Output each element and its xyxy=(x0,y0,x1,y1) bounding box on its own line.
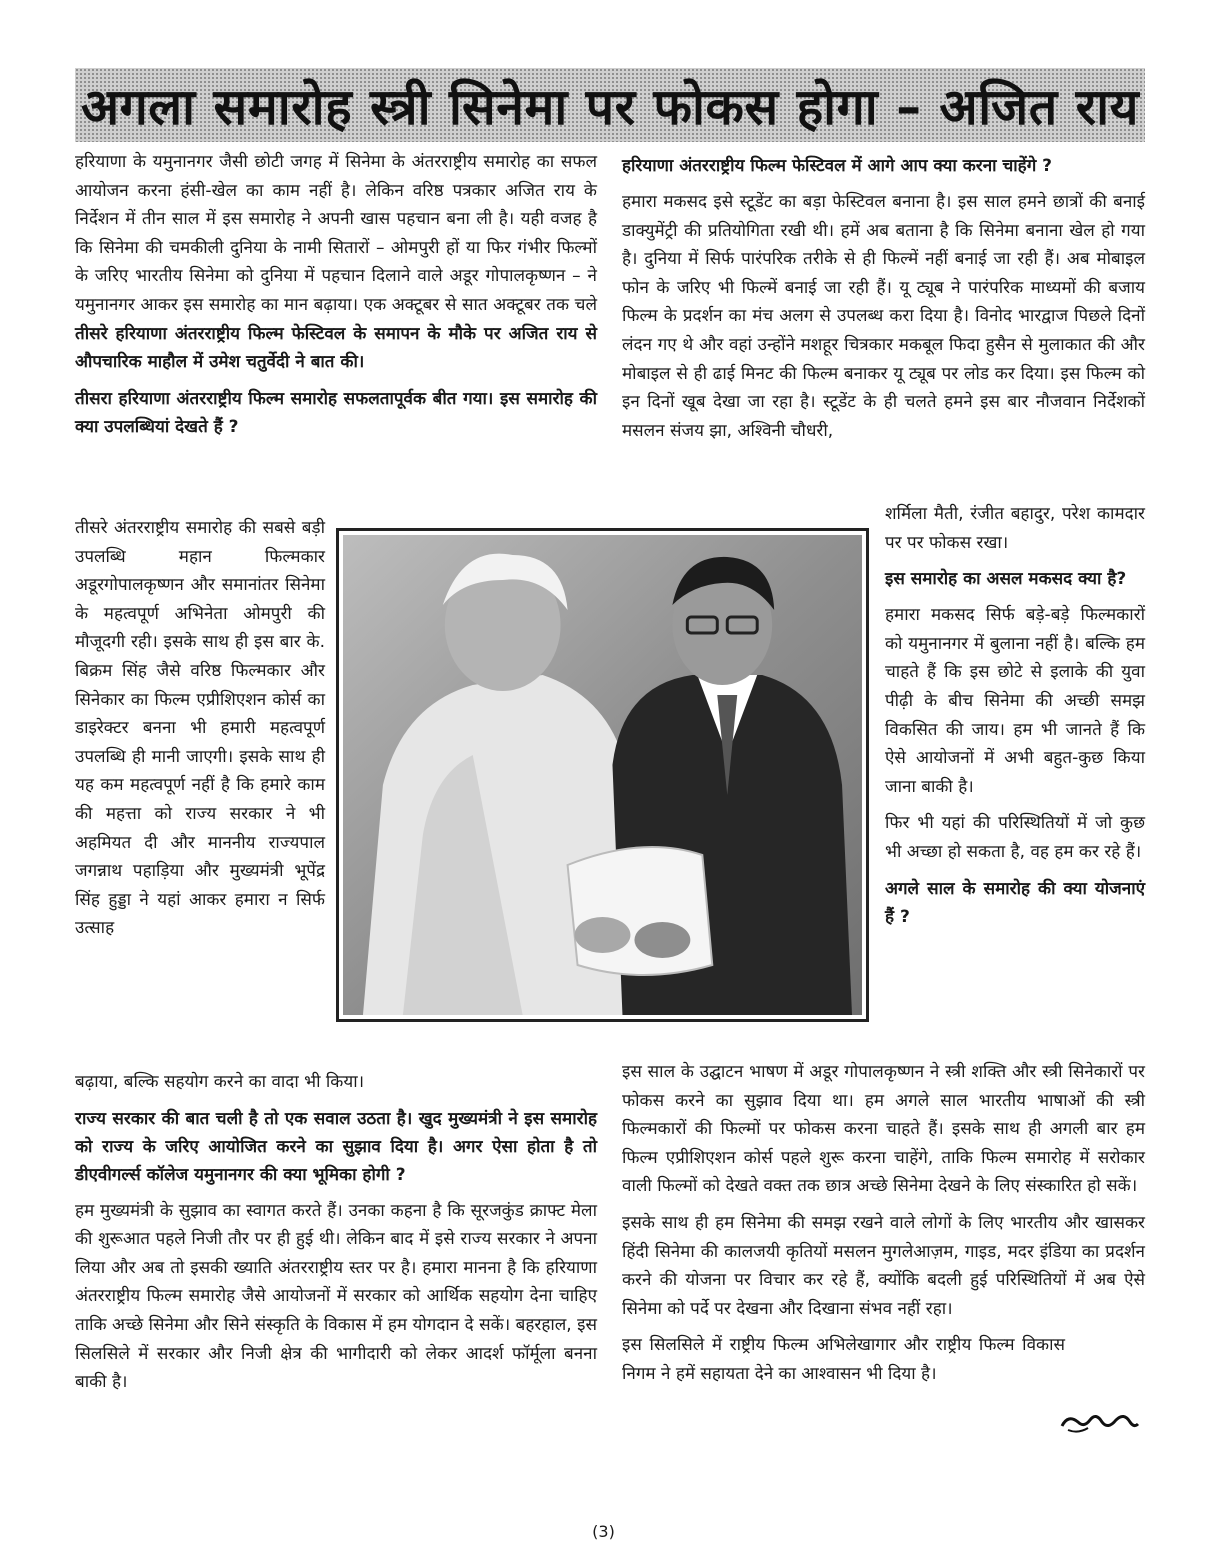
question-5: अगले साल के समारोह की क्या योजनाएं हैं ? xyxy=(885,878,1145,927)
end-ornament-icon xyxy=(1058,1408,1142,1436)
question-4: इस समारोह का असल मकसद क्या है? xyxy=(885,569,1127,590)
headline: अगला समारोह स्त्री सिनेमा पर फोकस होगा – अजित राय xyxy=(80,78,1140,136)
question-1: तीसरा हरियाणा अंतरराष्ट्रीय फिल्म समारोह सफलतापूर्वक बीत गया। इस समारोह की क्या उपलब्धियां देखते हैं ? xyxy=(75,388,597,437)
headline-banner xyxy=(75,68,1145,142)
answer-3-wide: हमारा मकसद इसे स्टूडेंट का बड़ा फेस्टिवल बनाना है। इस साल हमने छात्रों की बनाई डाक्युमेंट्री की प्रतियोगिता रखी थी। हमें अब बताना है कि सिनेमा बनाना खेल हो गया है। दुनिया में सिर्फ पारंपरिक तरीके से ही फिल्में नहीं बनाई जा रही हैं। अब मोबाइल फोन के जरिए भी फिल्में बनाई जा रही हैं। यू ट्यूब ने पारंपरिक माध्यमों की बजाय फिल्म के प्रदर्शन का मंच अलग से उपलब्ध करा दिया है। विनोद भारद्वाज पिछले दिनों लंदन गए थे और वहां उन्होंने मशहूर चित्रकार मकबूल फिदा हुसैन से मुलाकात की और मोबाइल से ही ढाई मिनट की फिल्म बनाकर यू ट्यूब पर लोड कर दिया। इस फिल्म को इन दिनों खूब देखा जा रहा है। स्टूडेंट के ही चलते हमने इस बार नौजवान निर्देशकों मसलन संजय झा, अश्विनी चौधरी, xyxy=(622,192,1145,441)
answer-5-paragraph-3: इस सिलसिले में राष्ट्रीय फिल्म अभिलेखागार और राष्ट्रीय फिल्म विकास निगम ने हमें सहायता देने का आश्वासन भी दिया है। xyxy=(622,1335,1065,1384)
answer-5-paragraph-1: इस साल के उद्घाटन भाषण में अडूर गोपालकृष्णन ने स्त्री शक्ति और स्त्री सिनेकारों पर फोकस करने का सुझाव दिया था। हम अगले साल भारतीय भाषाओं की स्त्री फिल्मकारों की फिल्मों पर फोकस करना चाहते हैं। इसके साथ ही अगली बार हम फिल्म एप्रीशिएशन कोर्स पहले शुरू करना चाहेंगे, ताकि फिल्म समारोह में सरोकार वाली फिल्मों को देखते वक्त तक छात्र अच्छे सिनेमा देखने के लिए संस्कारित हो सकें। xyxy=(622,1062,1145,1197)
photo-image xyxy=(343,535,862,1015)
left-bottom-column xyxy=(75,1068,597,1405)
intro-bold-text: तीसरे हरियाणा अंतरराष्ट्रीय फिल्म फेस्टिवल के समापन के मौके पर अजित राय से औपचारिक माहौल में उमेश चतुर्वेदी ने बात की। xyxy=(75,323,597,373)
question-2: राज्य सरकार की बात चली है तो एक सवाल उठता है। खुद मुख्यमंत्री ने इस समारोह को राज्य के जरिए आयोजित करने का सुझाव दिया है। अगर ऐसा होता है तो डीएवीगर्ल्स कॉलेज यमुनानगर की क्या भूमिका होगी ? xyxy=(75,1108,597,1185)
intro-paragraph xyxy=(75,148,597,377)
answer-5-paragraph-2: इसके साथ ही हम सिनेमा की समझ रखने वाले लोगों के लिए भारतीय और खासकर हिंदी सिनेमा की कालजयी कृतियों मसलन मुगलेआज़म, गाइड, मदर इंडिया का प्रदर्शन करने की योजना पर विचार कर रहे हैं, क्योंकि बदली हुई परिस्थितियों में अब ऐसे सिनेमा को पर्दे पर देखना और दिखाना संभव नहीं रहा। xyxy=(622,1212,1145,1319)
question-3: हरियाणा अंतरराष्ट्रीय फिल्म फेस्टिवल में आगे आप क्या करना चाहेंगे ? xyxy=(622,156,1053,176)
answer-1-tail: बढ़ाया, बल्कि सहयोग करने का वादा भी किया। xyxy=(75,1072,365,1092)
answer-1-text: तीसरे अंतरराष्ट्रीय समारोह की सबसे बड़ी उपलब्धि महान फिल्मकार अडूरगोपालकृष्णन और समानांतर सिनेमा के महत्वपूर्ण अभिनेता ओमपुरी की मौजूदगी रही। इसके साथ ही इस बार के. बिक्रम सिंह जैसे वरिष्ठ फिल्मकार और सिनेकार का फिल्म एप्रीशिएशन कोर्स का डाइरेक्टर बनना भी हमारी महत्वपूर्ण उपलब्धि ही मानी जाएगी। इसके साथ ही यह कम महत्वपूर्ण नहीं है कि हमारे काम की महत्ता को राज्य सरकार ने भी अहमियत दी और माननीय राज्यपाल जगन्नाथ पहाड़िया और मुख्यमंत्री भूपेंद्र सिंह हुड्डा ने यहां आकर हमारा न सिर्फ उत्साह xyxy=(75,518,325,939)
intro-column xyxy=(75,148,597,449)
intro-text: हरियाणा के यमुनानगर जैसी छोटी जगह में सिनेमा के अंतरराष्ट्रीय समारोह का सफल आयोजन करना हंसी-खेल का काम नहीं है। लेकिन वरिष्ठ पत्रकार अजित राय के निर्देशन में तीन साल में इस समारोह ने अपनी खास पहचान बना ली है। यही वजह है कि सिनेमा की चमकीली दुनिया के नामी सितारों – ओमपुरी हों या फिर गंभीर फिल्मों के जरिए भारतीय सिनेमा को दुनिया में पहचान दिलाने वाले अडूर गोपालकृष्णन – ने यमुनानगर आकर इस समारोह का मान बढ़ाया। एक अक्टूबर से सात अक्टूबर तक चले xyxy=(75,152,597,315)
right-top-column xyxy=(622,152,1145,453)
answer-4-paragraph-1: हमारा मकसद सिर्फ बड़े-बड़े फिल्मकारों को यमुनानगर में बुलाना नहीं है। बल्कि हम चाहते हैं कि इस छोटे से इलाके की युवा पीढ़ी के बीच सिनेमा की अच्छी समझ विकसित की जाय। हम भी जानते हैं कि ऐसे आयोजनों में अभी बहुत-कुछ किया जाना बाकी है। xyxy=(885,605,1145,797)
answer-4-paragraph-2: फिर भी यहां की परिस्थितियों में जो कुछ भी अच्छा हो सकता है, वह हम कर रहे हैं। xyxy=(885,813,1145,862)
interview-photo xyxy=(336,528,869,1022)
answer-1-narrow xyxy=(75,514,325,951)
answer-3-narrow: शर्मिला मैती, रंजीत बहादुर, परेश कामदार पर पर फोकस रखा। xyxy=(885,504,1145,553)
page-number: (3) xyxy=(592,1522,615,1541)
right-bottom-column xyxy=(622,1058,1145,1397)
answer-2: हम मुख्यमंत्री के सुझाव का स्वागत करते हैं। उनका कहना है कि सूरजकुंड क्राफ्ट मेला की शुरूआत पहले निजी तौर पर ही हुई थी। लेकिन बाद में इसे राज्य सरकार ने अपना लिया और अब तो इसकी ख्याति अंतरराष्ट्रीय स्तर पर है। हमारा मानना है कि हरियाणा अंतरराष्ट्रीय फिल्म समारोह जैसे आयोजनों में सरकार को आर्थिक सहयोग देना चाहिए ताकि अच्छे सिनेमा और सिने संस्कृति के विकास में हम योगदान दे सकें। बहरहाल, इस सिलसिले में सरकार और निजी क्षेत्र की भागीदारी को लेकर आदर्श फॉर्मूला बनना बाकी है। xyxy=(75,1200,597,1393)
right-narrow-column xyxy=(885,500,1145,939)
